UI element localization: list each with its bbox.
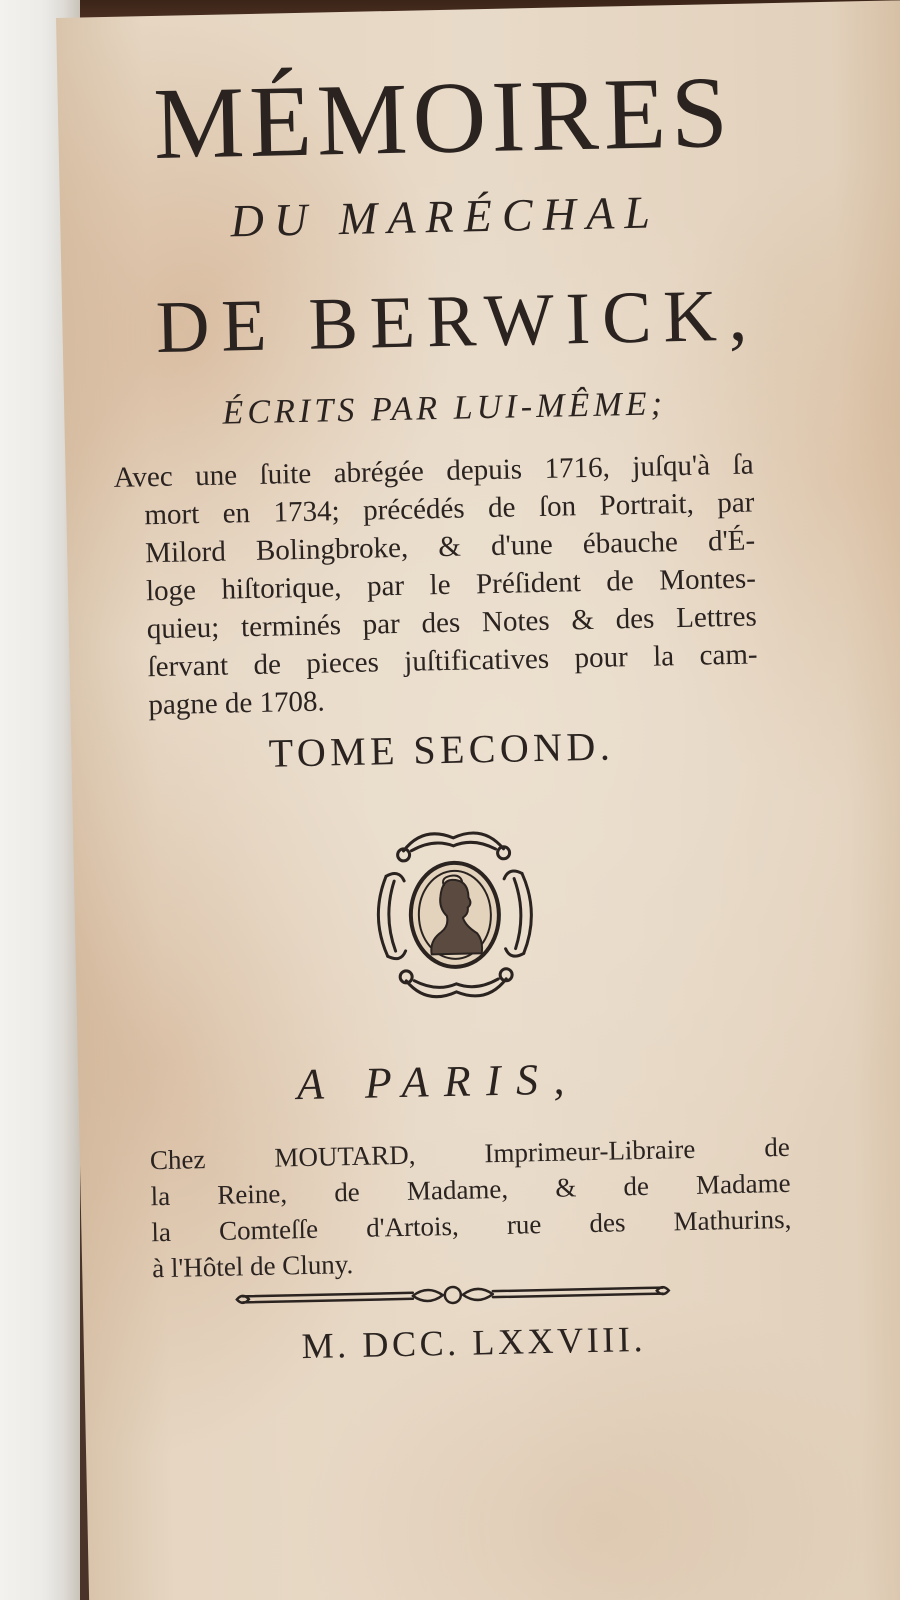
imprint-paragraph xyxy=(150,1129,793,1286)
place-of-publication: A PARIS, xyxy=(296,1054,581,1110)
title-line-ecrits: ÉCRITS PAR LUI-MÊME; xyxy=(222,385,667,432)
publication-date: M. DCC. LXXVIII. xyxy=(301,1318,647,1367)
description-line: mort en 1734; précédés de ſon Portrait, par xyxy=(144,486,755,532)
title-line-de-berwick: DE BERWICK, xyxy=(155,274,760,369)
description-paragraph xyxy=(113,445,758,724)
imprint-line: la Reine, de Madame, & de Madame xyxy=(150,1167,791,1212)
imprint-line: à l'Hôtel de Cluny. xyxy=(151,1249,354,1284)
title-line-memoires: MÉMOIRES xyxy=(152,55,734,181)
title-page xyxy=(56,0,900,1600)
description-line: Avec une ſuite abrégée depuis 1716, juſqu'à ſa xyxy=(113,448,754,494)
cameo-portrait-vignette-icon xyxy=(363,818,547,1012)
imprint-line: la Comteſſe d'Artois, rue des Mathurins, xyxy=(151,1203,792,1248)
description-line: Milord Bolingbroke, & d'une ébauche d'É- xyxy=(144,524,756,570)
description-line: ſervant de pieces juſtificatives pour la cam- xyxy=(147,638,758,684)
description-line: loge hiſtorique, par le Préſident de Montes- xyxy=(145,562,757,608)
description-line: quieu; terminés par des Notes & des Lettres xyxy=(146,600,758,646)
description-line: pagne de 1708. xyxy=(148,685,326,722)
imprint-line: Chez MOUTARD, Imprimeur-Libraire de xyxy=(149,1131,791,1176)
title-line-du-marechal: DU MARÉCHAL xyxy=(230,186,661,247)
volume-label: TOME SECOND. xyxy=(268,723,615,776)
